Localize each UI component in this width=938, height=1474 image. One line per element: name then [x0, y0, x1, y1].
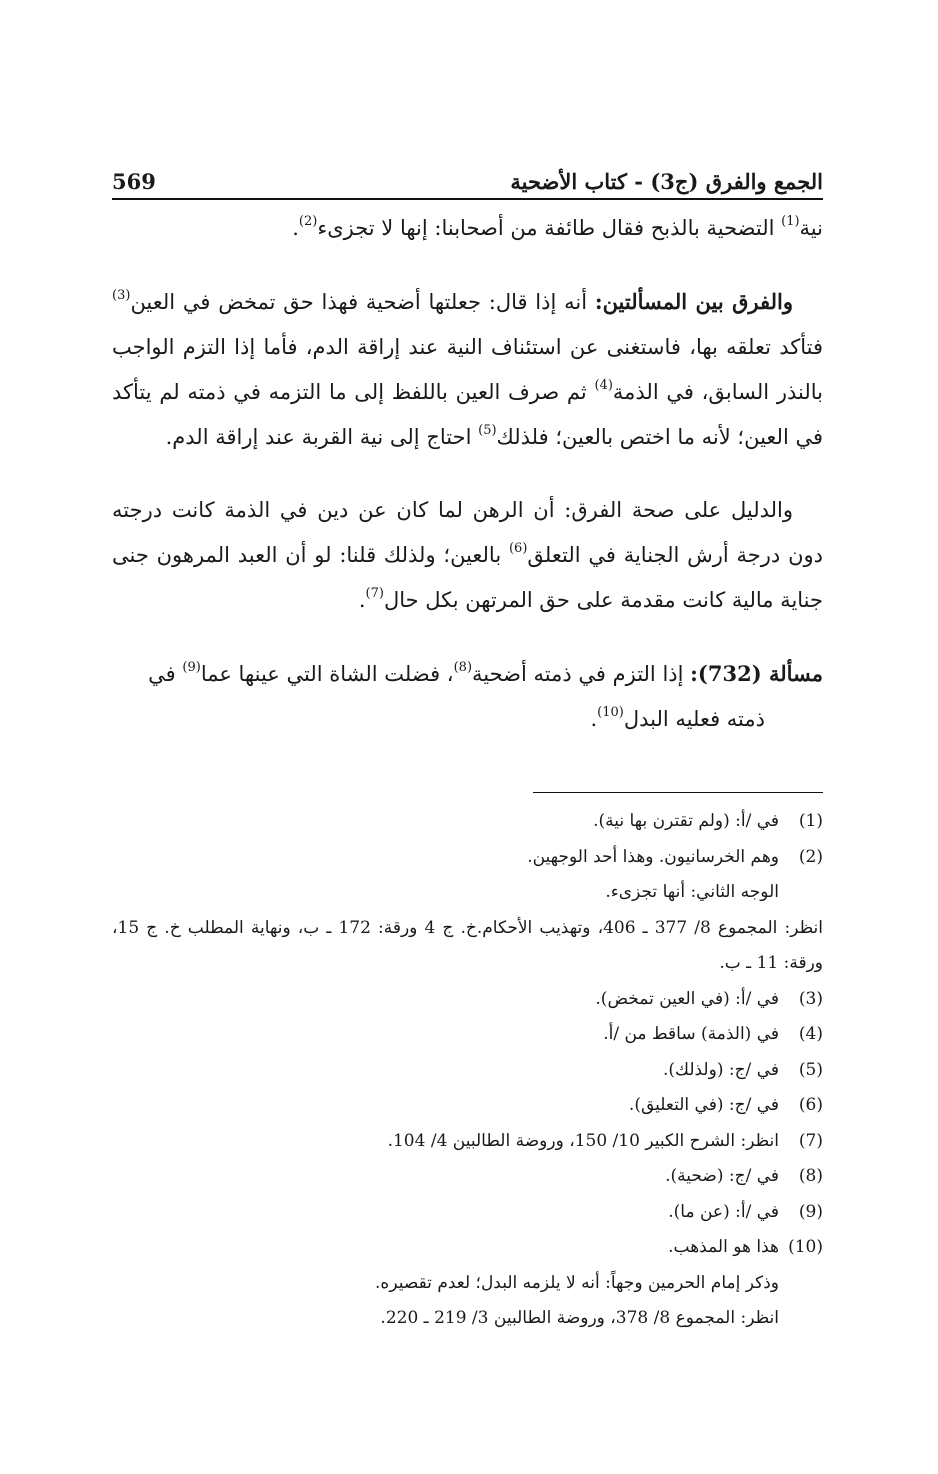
- footnote-number: (8): [798, 1166, 823, 1186]
- footnote-4: [112, 1017, 823, 1053]
- footnote-ref-2: (2): [298, 214, 318, 229]
- footnote-2-reference: انظر: المجموع 8/ 377 ـ 406، وتهذيب الأحكام.خ. ج 4 ورقة: 172 ـ ب، ونهاية المطلب خ. ج 15، ورقة: 11 ـ ب.: [112, 917, 823, 973]
- footnote-divider: [533, 792, 823, 793]
- page-header: [112, 150, 823, 200]
- footnote-5: [112, 1053, 823, 1089]
- footnote-text: في (الذمة) ساقط من /أ.: [603, 1024, 779, 1044]
- footnote-text: وهم الخرسانيون. وهذا أحد الوجهين.: [527, 846, 779, 867]
- footnote-10-reference: انظر: المجموع 8/ 378، وروضة الطالبين 3/ 219 ـ 220.: [380, 1308, 779, 1328]
- footnote-ref-5: (5): [478, 423, 497, 438]
- footnote-2-continuation: الوجه الثاني: أنها تجزىء.: [605, 882, 779, 902]
- footnote-number: (9): [798, 1201, 823, 1222]
- footnote-ref-4: (4): [594, 378, 613, 393]
- footnote-9: [112, 1195, 823, 1231]
- footnote-number: (10): [788, 1237, 823, 1257]
- footnote-text: في /أ: (ولم تقترن بها نية).: [593, 811, 779, 831]
- footnote-6: [112, 1088, 823, 1124]
- footnote-ref-7: (7): [365, 586, 384, 601]
- paragraph-1: نية$^{(1)}$ التضحية بالذبح فقال طائفة من أصحابنا: إنها لا تجزىء$^{(2)}$.: [292, 214, 823, 240]
- footnote-3: [112, 982, 823, 1018]
- footnote-text: في /أ: (في العين تمخض).: [595, 988, 779, 1009]
- main-text: [112, 206, 823, 742]
- page-number: 569: [112, 169, 156, 194]
- masala-continuation: ذمته فعليه البدل$^{(10)}$.: [590, 705, 765, 731]
- paragraph-3: والدليل على صحة الفرق: أن الرهن لما كان عن دين في الذمة كانت درجته دون درجة أرش الجناية في التعلق$^{(6)}$ بالعين؛ ولذلك قلنا: لو أن العبد المرهون جنى جناية مالية كانت مقدمة على حق المرتهن بكل حال$^{(7)}$.: [112, 498, 823, 612]
- footnote-number: (6): [798, 1095, 823, 1115]
- footnote-2: [112, 840, 823, 876]
- footnote-ref-6: (6): [508, 541, 528, 556]
- footnote-number: (7): [798, 1130, 823, 1151]
- footnote-ref-10: (10): [597, 705, 624, 720]
- footnote-10: [112, 1230, 823, 1266]
- footnotes: [112, 804, 823, 1337]
- footnote-8: [112, 1159, 823, 1195]
- footnote-ref-9: (9): [182, 660, 201, 675]
- footnote-ref-8: (8): [453, 660, 473, 675]
- footnote-text: في /ج: (في التعليق).: [628, 1095, 779, 1115]
- footnote-7: [112, 1124, 823, 1160]
- masala-heading: مسألة (732):: [690, 661, 823, 686]
- section-lead: والفرق بين المسألتين:: [594, 289, 793, 314]
- paragraph-2: والفرق بين المسألتين: أنه إذا قال: جعلتها أضحية فهذا حق تمخض في العين$^{(3)}$ فتأكد تعلقه بها، فاستغنى عن استئناف النية عند إراقة الدم، فأما إذا التزم الواجب بالنذر السابق، في الذمة$^{(4)}$ ثم صرف العين باللفظ إلى ما التزمه في ذمته لم يتأكد في العين؛ لأنه ما اختص بالعين؛ فلذلك$^{(5)}$ احتاج إلى نية القربة عند إراقة الدم.: [112, 288, 823, 449]
- footnote-text: في /ج: (ضحية).: [665, 1166, 779, 1186]
- footnote-10-continuation: وذكر إمام الحرمين وجهاً: أنه لا يلزمه البدل؛ لعدم تقصيره.: [375, 1272, 779, 1293]
- footnote-number: (3): [798, 988, 823, 1009]
- running-title: الجمع والفرق (ج3) - كتاب الأضحية: [510, 169, 823, 194]
- footnote-text: في /أ: (عن ما).: [668, 1201, 779, 1222]
- footnote-1: [112, 804, 823, 840]
- footnote-text: هذا هو المذهب.: [668, 1237, 779, 1257]
- footnote-number: (4): [798, 1024, 823, 1044]
- masala-paragraph: مسألة (732): إذا التزم في ذمته أضحية$^{(8)}$، فضلت الشاة التي عينها عما$^{(9)}$ في ذمته فعليه البدل$^{(10)}$.: [112, 651, 823, 742]
- footnote-number: (2): [798, 846, 823, 867]
- footnote-ref-3: (3): [112, 288, 131, 303]
- footnote-number: (5): [798, 1059, 823, 1080]
- footnote-number: (1): [798, 811, 823, 831]
- footnote-text: في /ج: (ولذلك).: [662, 1059, 779, 1080]
- footnote-text: انظر: الشرح الكبير 10/ 150، وروضة الطالبين 4/ 104.: [387, 1130, 779, 1151]
- footnote-ref-1: (1): [781, 214, 800, 229]
